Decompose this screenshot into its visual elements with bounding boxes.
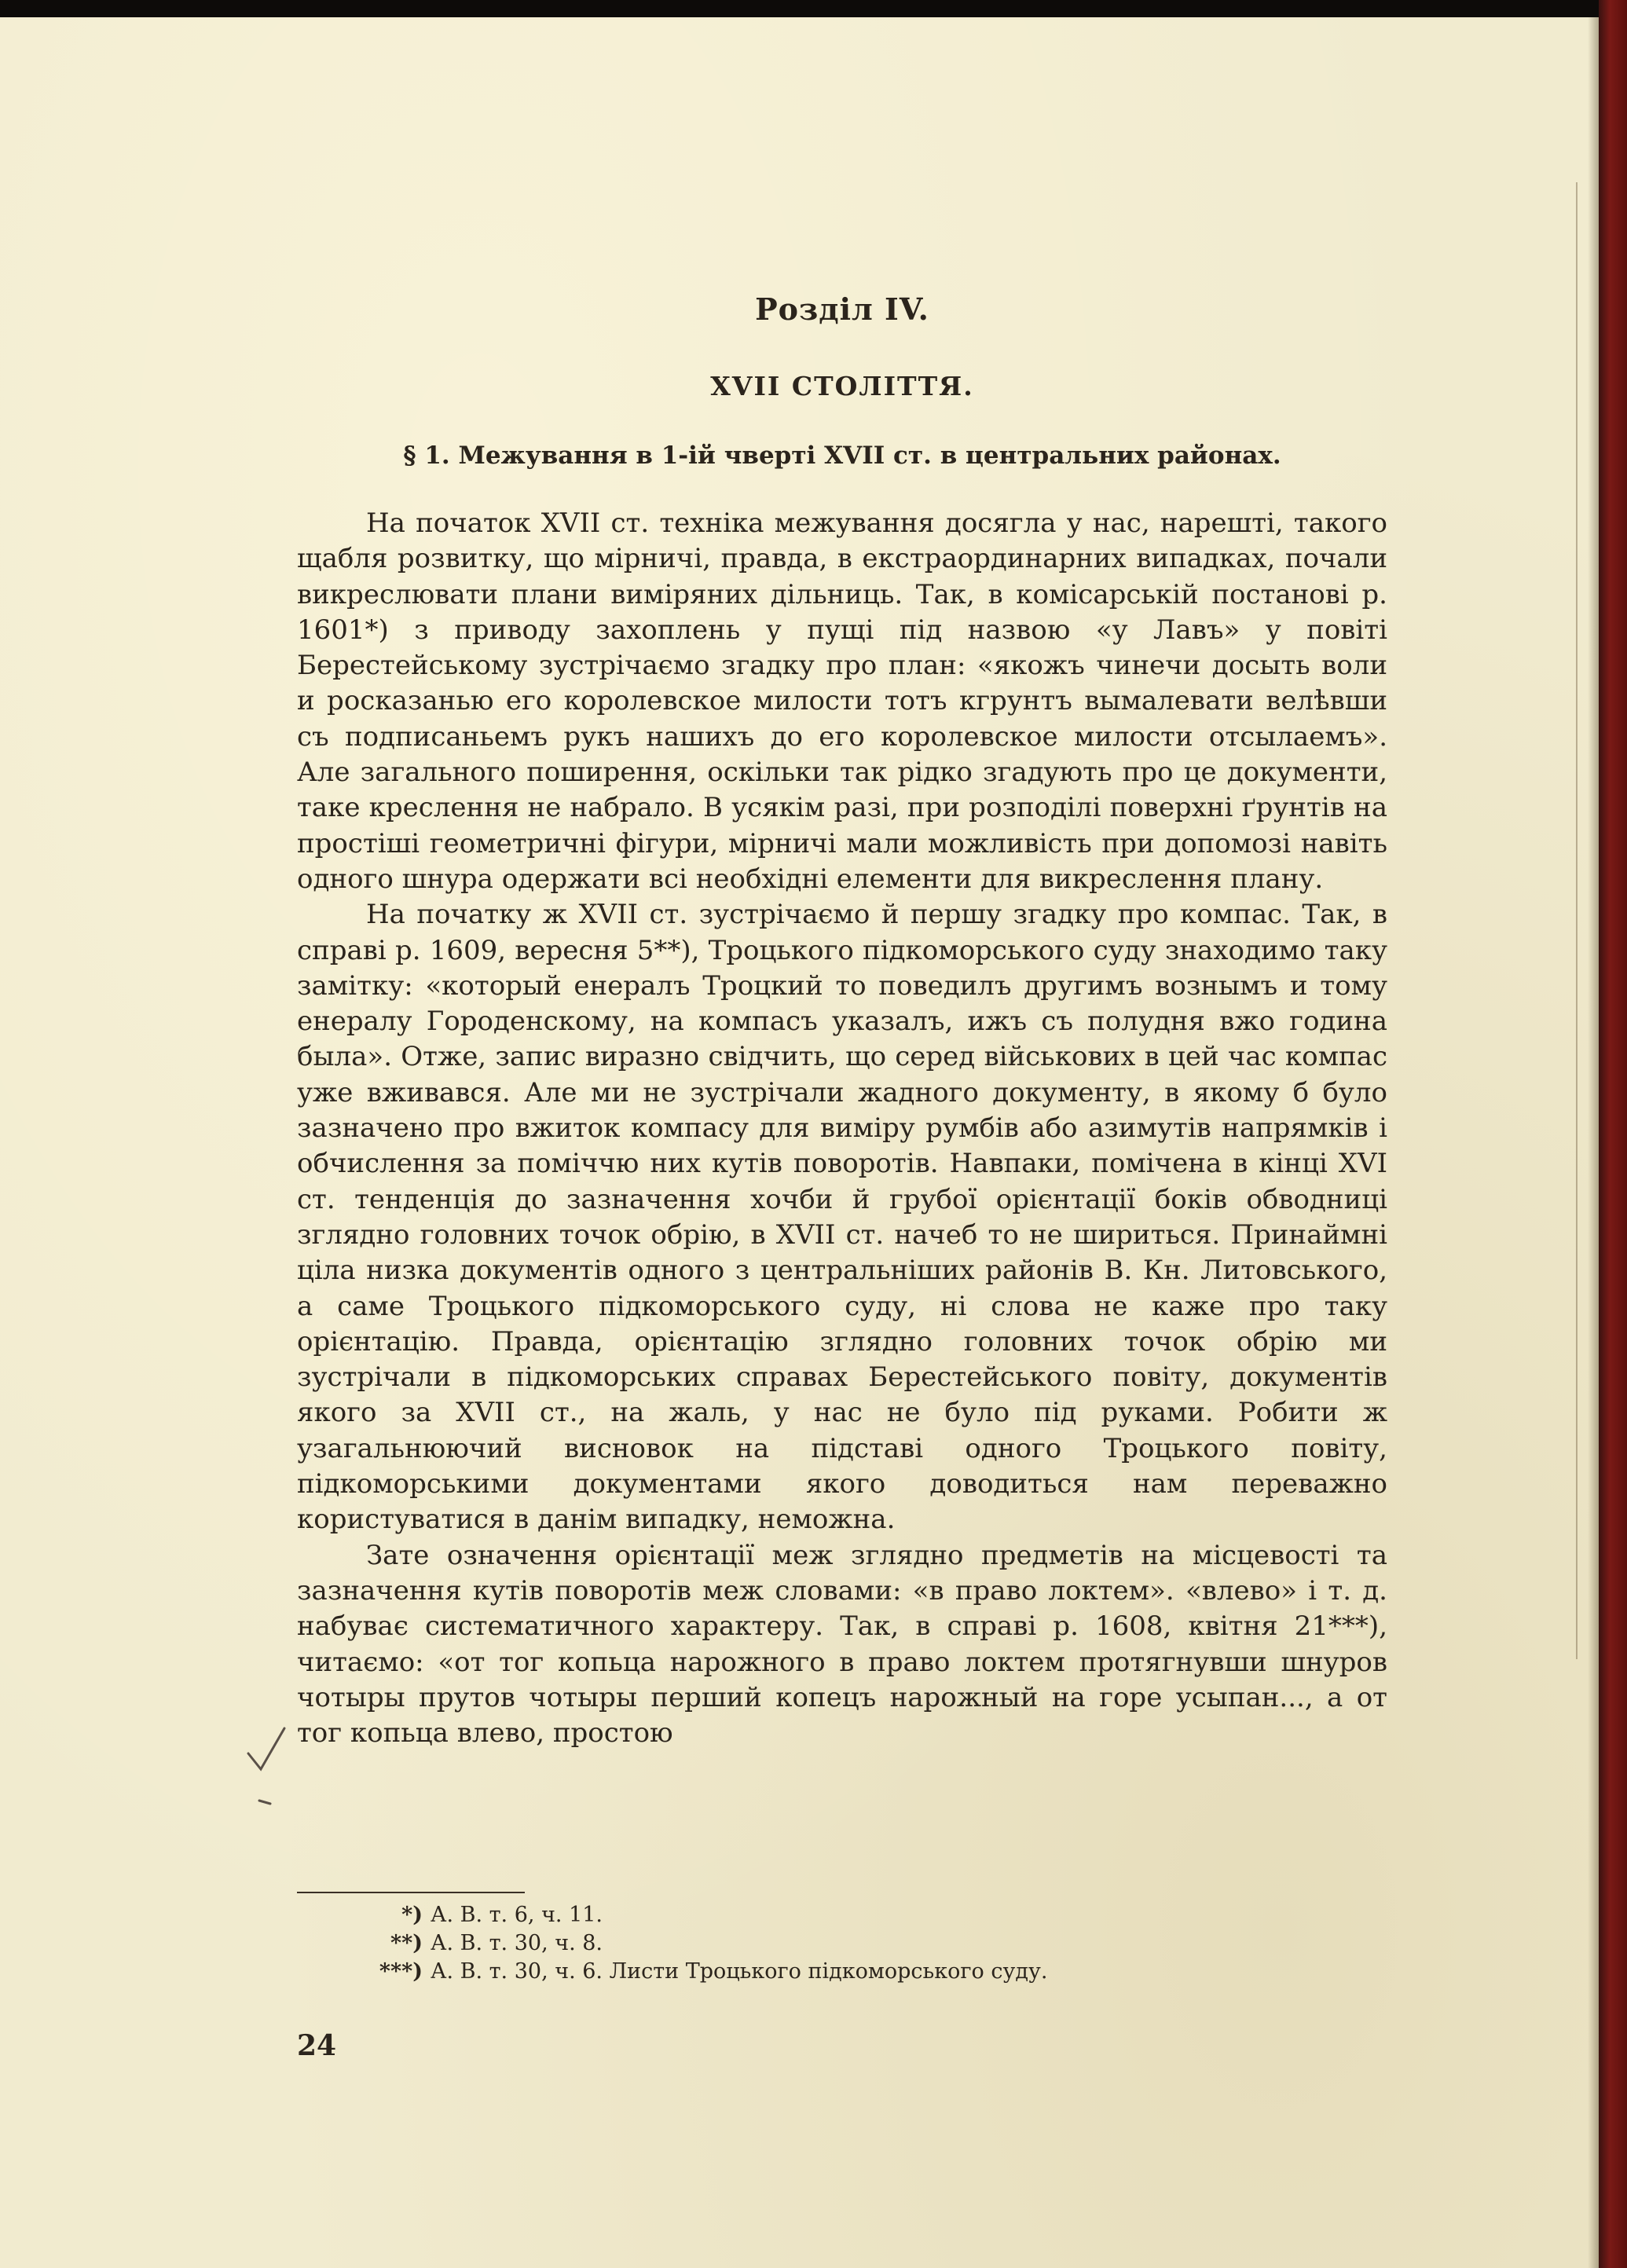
footnote-3	[344, 1958, 1365, 1986]
footnote-mark: ***)	[379, 1959, 423, 1984]
footnote-text: А. В. т. 30, ч. 8.	[431, 1931, 603, 1955]
footnote-text: А. В. т. 6, ч. 11.	[431, 1903, 603, 1927]
pencil-check-mark-icon	[244, 1722, 299, 1808]
footnotes	[344, 1901, 1365, 1986]
paragraph-3: Зате означення орієнтації меж зглядно предметів на місцевості та зазначення кутів поворотів меж словами: «в право локтем». «влево» і т. д. набуває систематичного характеру. Так, в справі р. 1608, квітня 21***), читаємо: «от тог копьца нарожного в право локтем протягнувши шнуров чотыры прутов чотыры перший копецъ нарожный на горе усыпан..., а от тог копьца влево, простою	[297, 1539, 1387, 1750]
page-edge-shadow	[1588, 17, 1599, 2268]
paragraph-2: На початку ж XVII ст. зустрічаємо й першу згадку про компас. Так, в справі р. 1609, вересня 5**), Троцького підкоморського суду знаходимо таку замітку: «который енералъ Троцкий то поведилъ другимъ вознымъ и тому енералу Городенскому, на компасъ указалъ, ижъ съ полудня вжо година была». Отже, запис виразно свідчить, що серед військових в цей час компас уже вживався. Але ми не зустрічали жадного документу, в якому б було зазначено про вжиток компасу для виміру румбів або азимутів напрямків і обчислення за поміччю них кутів поворотів. Навпаки, помічена в кінці XVI ст. тенденція до зазначення хочби й грубої орієнтації боків обводниці зглядно головних точок обрію, в XVII ст. начеб то не шириться. Принаймні ціла низка документів одного з центральніших районів В. Кн. Литовського, а саме Троцького підкоморського суду, ні слова не каже про таку орієнтацію. Правда, орієнтацію зглядно головних точок обрію ми зустрічали в підкоморських справах Берестейського повіту, документів якого за XVII ст., на жаль, у нас не було під руками. Робити ж узагальнюючий висновок на підставі одного Троцького повіту, підкоморськими документами якого доводиться нам переважно користуватися в данім випадку, неможна.	[297, 899, 1387, 1536]
scan-top-border	[0, 0, 1627, 17]
paragraph-1: На початок XVII ст. техніка межування досягла у нас, нарешті, такого щабля розвитку, що мірничі, правда, в екстраординарних випадках, почали викреслювати плани виміряних дільниць. Так, в комісарській постанові р. 1601*) з приводу захоплень у пущі під назвою «у Лавъ» у повіті Берестейському зустрічаємо згадку про план: «якожъ чинечи досыть воли и росказанью его королевское милости тотъ кгрунтъ вымалевати велѣвши съ подписаньемъ рукъ нашихъ до его королевское милости отсылаемъ». Але загального поширення, оскільки так рідко згадують про це документи, таке креслення не набрало. В усякім разі, при розподілі поверхні ґрунтів на простіші геометричні фігури, мірничі мали можливість при допомозі навіть одного шнура одержати всі необхідні елементи для викреслення плану.	[297, 507, 1387, 895]
footnote-1	[344, 1901, 1365, 1929]
chapter-title: Розділ IV.	[755, 291, 929, 327]
footnote-mark: **)	[390, 1931, 423, 1955]
footnote-2	[344, 1929, 1365, 1958]
body-text	[297, 506, 1387, 1751]
footnote-mark: *)	[401, 1903, 423, 1927]
footnote-text: А. В. т. 30, ч. 6. Листи Троцького підкоморського суду.	[431, 1959, 1048, 1984]
century-title: XVII СТОЛІТТЯ.	[710, 371, 974, 401]
book-page	[0, 17, 1599, 2268]
page-number: 24	[297, 2029, 337, 2062]
margin-pencil-line	[1576, 182, 1578, 1659]
footnote-separator	[297, 1892, 525, 1893]
book-cover-edge	[1599, 0, 1627, 2268]
section-title: § 1. Межування в 1-ій чверті XVII ст. в центральних районах.	[403, 442, 1281, 470]
